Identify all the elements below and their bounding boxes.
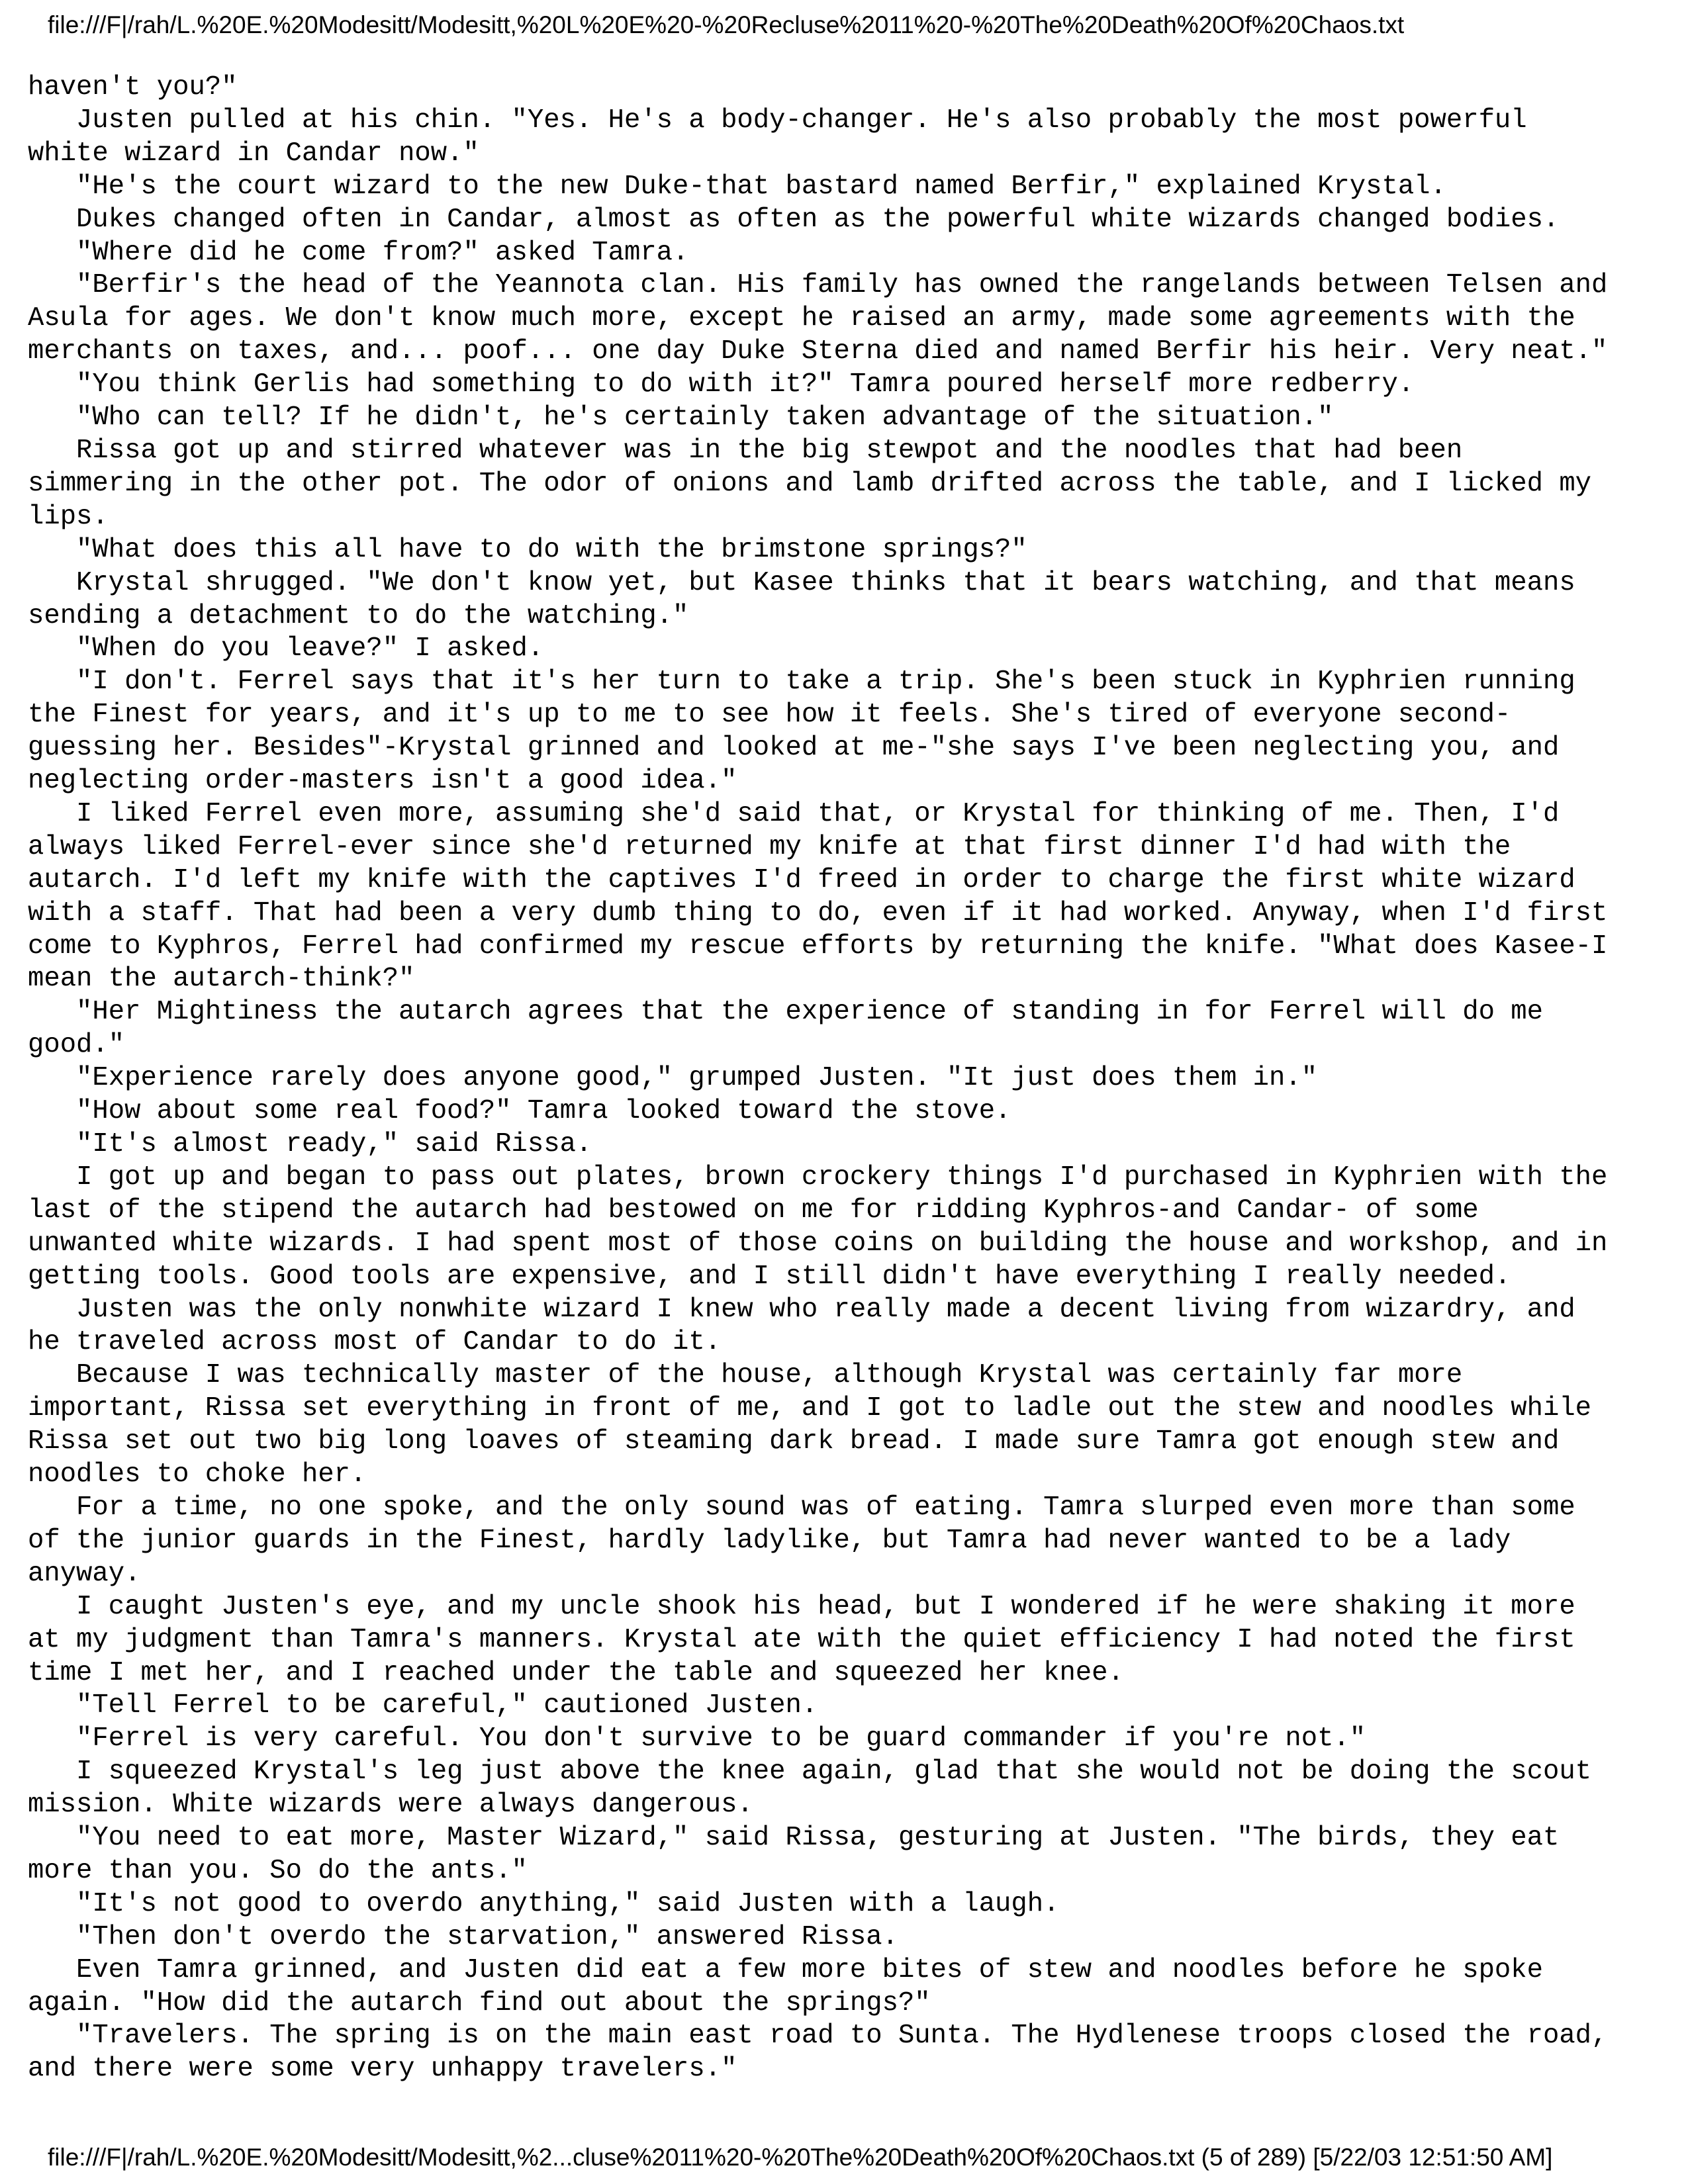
text-line: Krystal shrugged. "We don't know yet, but Kasee thinks that it bears watching, and that means [28, 567, 1575, 598]
text-line: lips. [28, 501, 109, 532]
text-line: Even Tamra grinned, and Justen did eat a few more bites of stew and noodles before he spoke [28, 1954, 1543, 1985]
text-line: good." [28, 1030, 125, 1061]
text-line: neglecting order-masters isn't a good idea." [28, 766, 737, 797]
text-line: "He's the court wizard to the new Duke-that bastard named Berfir," explained Krystal. [28, 171, 1446, 202]
text-line: the Finest for years, and it's up to me to see how it feels. She's tired of everyone second- [28, 700, 1511, 731]
text-line: For a time, no one spoke, and the only sound was of eating. Tamra slurped even more than some [28, 1492, 1575, 1523]
text-line: important, Rissa set everything in front of me, and I got to ladle out the stew and noodles while [28, 1393, 1592, 1424]
text-line: "You need to eat more, Master Wizard," said Rissa, gesturing at Justen. "The birds, they eat [28, 1823, 1560, 1854]
text-line: "You think Gerlis had something to do with it?" Tamra poured herself more redberry. [28, 369, 1415, 400]
text-line: of the junior guards in the Finest, hardly ladylike, but Tamra had never wanted to be a lady [28, 1525, 1511, 1556]
text-line: with a staff. That had been a very dumb thing to do, even if it had worked. Anyway, when I'd first [28, 897, 1608, 929]
text-line: come to Kyphros, Ferrel had confirmed my rescue efforts by returning the knife. "What does Kasee-I [28, 931, 1608, 962]
text-line: "It's almost ready," said Rissa. [28, 1129, 592, 1160]
text-line: Rissa set out two big long loaves of steaming dark bread. I made sure Tamra got enough stew and [28, 1426, 1560, 1457]
text-line: autarch. I'd left my knife with the captives I'd freed in order to charge the first white wizard [28, 864, 1575, 895]
text-line: Rissa got up and stirred whatever was in the big stewpot and the noodles that had been [28, 435, 1463, 466]
text-line: sending a detachment to do the watching." [28, 600, 689, 631]
text-line: "What does this all have to do with the brimstone springs?" [28, 534, 1027, 565]
text-line: "Berfir's the head of the Yeannota clan. His family has owned the rangelands between Telsen and [28, 270, 1608, 301]
text-line: and there were some very unhappy travelers." [28, 2054, 737, 2085]
document-text [28, 71, 1663, 2086]
text-line: mean the autarch-think?" [28, 964, 415, 995]
text-line: noodles to choke her. [28, 1459, 367, 1490]
page-footer-path: file:///F|/rah/L.%20E.%20Modesitt/Modesitt,%2...cluse%2011%20-%20The%20Death%20Of%20Chaos.txt (5 of 289) [5/22/03 12:51:50 AM] [48, 2144, 1553, 2171]
text-line: "It's not good to overdo anything," said Justen with a laugh. [28, 1888, 1060, 1919]
text-line: merchants on taxes, and... poof... one day Duke Sterna died and named Berfir his heir. Very neat." [28, 336, 1608, 367]
text-line: Because I was technically master of the house, although Krystal was certainly far more [28, 1360, 1463, 1391]
text-line: "Her Mightiness the autarch agrees that the experience of standing in for Ferrel will do me [28, 997, 1543, 1028]
text-line: "When do you leave?" I asked. [28, 633, 544, 664]
text-line: getting tools. Good tools are expensive, and I still didn't have everything I really needed. [28, 1261, 1511, 1292]
text-line: time I met her, and I reached under the table and squeezed her knee. [28, 1657, 1124, 1688]
text-line: last of the stipend the autarch had bestowed on me for ridding Kyphros-and Candar- of some [28, 1195, 1479, 1226]
text-line: mission. White wizards were always dangerous. [28, 1790, 753, 1821]
text-line: at my judgment than Tamra's manners. Krystal ate with the quiet efficiency I had noted the first [28, 1624, 1575, 1655]
text-line: "Experience rarely does anyone good," grumped Justen. "It just does them in." [28, 1063, 1318, 1094]
text-line: white wizard in Candar now." [28, 138, 479, 169]
text-line: Justen pulled at his chin. "Yes. He's a body-changer. He's also probably the most powerful [28, 105, 1527, 136]
text-line: always liked Ferrel-ever since she'd returned my knife at that first dinner I'd had with the [28, 831, 1511, 862]
text-line: "Where did he come from?" asked Tamra. [28, 237, 689, 268]
text-line: Dukes changed often in Candar, almost as often as the powerful white wizards changed bodies. [28, 204, 1560, 235]
text-line: "Travelers. The spring is on the main east road to Sunta. The Hydlenese troops closed the road, [28, 2021, 1608, 2052]
text-line: I got up and began to pass out plates, brown crockery things I'd purchased in Kyphrien with the [28, 1161, 1608, 1193]
text-line: I liked Ferrel even more, assuming she'd said that, or Krystal for thinking of me. Then, I'd [28, 798, 1560, 829]
text-line: "How about some real food?" Tamra looked toward the stove. [28, 1096, 1011, 1127]
text-line: "Tell Ferrel to be careful," cautioned Justen. [28, 1690, 818, 1721]
text-line: "I don't. Ferrel says that it's her turn to take a trip. She's been stuck in Kyphrien running [28, 666, 1575, 698]
text-line: unwanted white wizards. I had spent most of those coins on building the house and workshop, and in [28, 1228, 1608, 1259]
text-line: guessing her. Besides"-Krystal grinned and looked at me-"she says I've been neglecting you, and [28, 733, 1560, 764]
text-line: "Ferrel is very careful. You don't survive to be guard commander if you're not." [28, 1723, 1366, 1754]
text-line: Asula for ages. We don't know much more, except he raised an army, made some agreements with the [28, 303, 1575, 334]
text-line: he traveled across most of Candar to do it. [28, 1327, 722, 1358]
text-line: simmering in the other pot. The odor of onions and lamb drifted across the table, and I licked my [28, 468, 1592, 499]
text-line: haven't you?" [28, 72, 238, 103]
text-line: more than you. So do the ants." [28, 1855, 528, 1886]
text-line: anyway. [28, 1558, 141, 1589]
page-header-path: file:///F|/rah/L.%20E.%20Modesitt/Modesitt,%20L%20E%20-%20Recluse%2011%20-%20The%20Death%20Of%20Chaos.txt [48, 11, 1405, 38]
text-line: I squeezed Krystal's leg just above the knee again, glad that she would not be doing the scout [28, 1756, 1592, 1788]
text-line: again. "How did the autarch find out about the springs?" [28, 1987, 931, 2019]
text-line: "Who can tell? If he didn't, he's certainly taken advantage of the situation." [28, 402, 1334, 433]
text-line: I caught Justen's eye, and my uncle shook his head, but I wondered if he were shaking it more [28, 1591, 1575, 1622]
text-line: "Then don't overdo the starvation," answered Rissa. [28, 1921, 898, 1952]
text-line: Justen was the only nonwhite wizard I knew who really made a decent living from wizardry, and [28, 1294, 1575, 1325]
